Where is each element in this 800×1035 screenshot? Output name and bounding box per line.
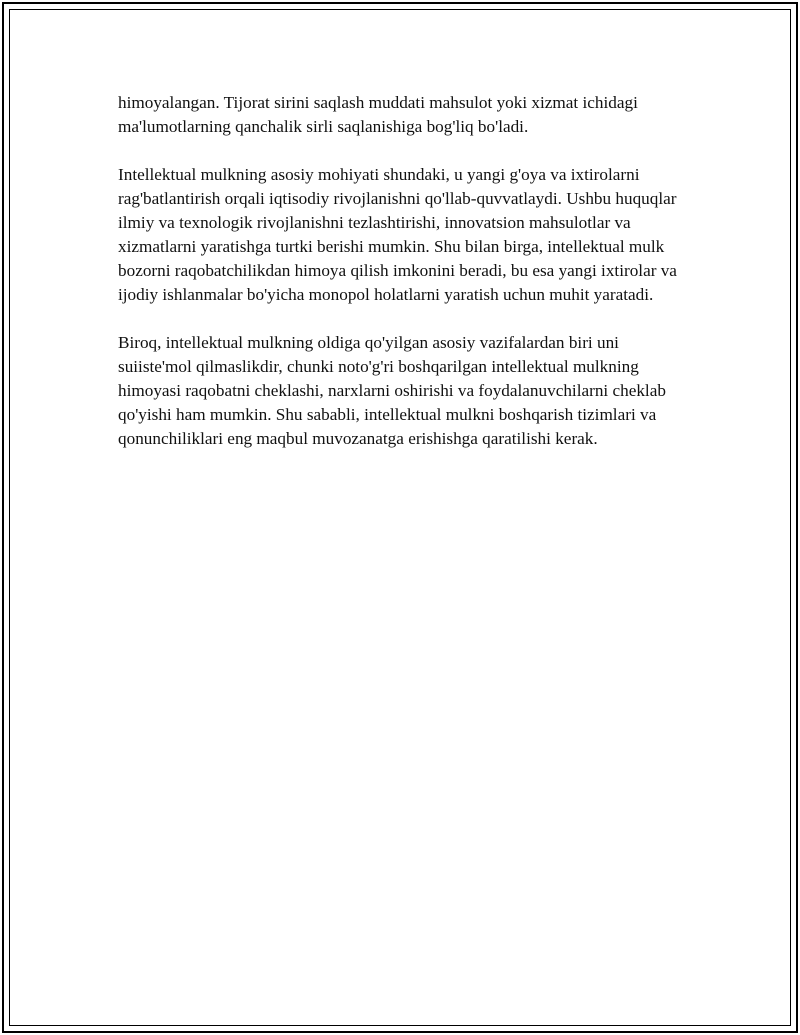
document-body — [118, 91, 688, 475]
paragraph: Biroq, intellektual mulkning oldiga qo'yilgan asosiy vazifalardan biri uni suiiste'mol qilmaslikdir, chunki noto'g'ri boshqarilgan intellektual mulkning himoyasi raqobatni cheklashi, narxlarni oshirishi va foydalanuvchilarni cheklab qo'yishi ham mumkin. Shu sababli, intellektual mulkni boshqarish tizimlari va qonunchiliklari eng maqbul muvozanatga erishishga qaratilishi kerak. — [118, 333, 666, 448]
paragraph: himoyalangan. Tijorat sirini saqlash muddati mahsulot yoki xizmat ichidagi ma'lumotlarning qanchalik sirli saqlanishiga bog'liq bo'ladi. — [118, 93, 638, 136]
paragraph: Intellektual mulkning asosiy mohiyati shundaki, u yangi g'oya va ixtirolarni rag'batlantirish orqali iqtisodiy rivojlanishni qo'llab-quvvatlaydi. Ushbu huquqlar ilmiy va texnologik rivojlanishni tezlashtirishi, innovatsion mahsulotlar va xizmatlarni yaratishga turtki berishi mumkin. Shu bilan birga, intellektual mulk bozorni raqobatchilikdan himoya qilish imkonini beradi, bu esa yangi ixtirolar va ijodiy ishlanmalar bo'yicha monopol holatlarni yaratish uchun muhit yaratadi. — [118, 165, 677, 304]
